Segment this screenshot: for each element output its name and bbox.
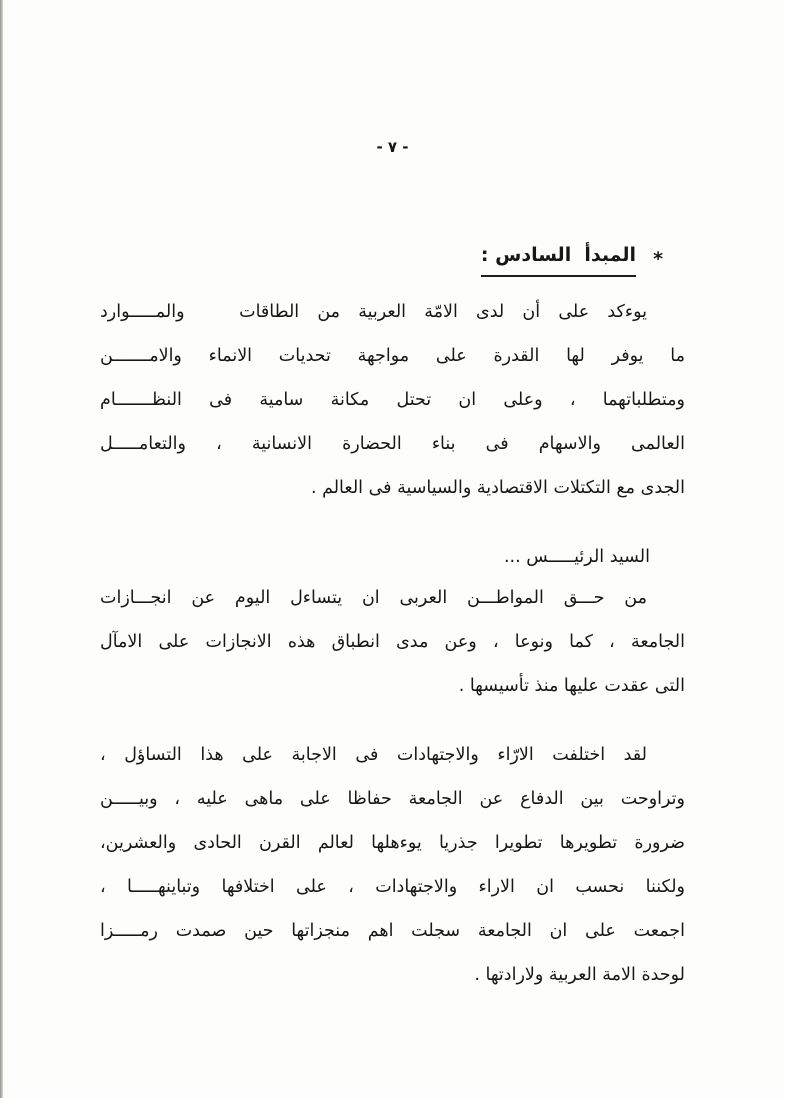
text-line: ضرورة تطويرها تطويرا جذريا يوءهلها لعالم القرن الحادى والعشرين،: [100, 833, 685, 853]
text-line: ما يوفر لها القدرة على مواجهة تحديات الانماء والامـــــــن: [100, 346, 685, 366]
text-line: من حـــق المواطـــن العربى ان يتساءل اليوم عن انجـــازات: [100, 588, 647, 608]
page-number: - ٧ -: [376, 138, 409, 156]
paragraph-answer: [100, 733, 685, 997]
text-line: الجدى مع التكتلات الاقتصادية والسياسية فى العالم .: [310, 478, 685, 498]
text-line: وتراوحت بين الدفاع عن الجامعة حفاظا على ماهى عليه ، وبيـــــن: [100, 789, 685, 809]
text-line: التى عقدت عليها منذ تأسيسها .: [458, 676, 685, 696]
section-heading-row: [481, 244, 663, 277]
text-line: ولكننا نحسب ان الاراء والاجتهادات ، على اختلافها وتباينهـــــا ،: [100, 877, 685, 897]
text-line: اجمعت على ان الجامعة سجلت اهم منجزاتها حين صمدت رمـــــزا: [100, 921, 685, 941]
paragraph-question: [100, 576, 685, 708]
text-line: لقد اختلفت الارّاء والاجتهادات فى الاجابة على هذا التساؤل ،: [100, 745, 647, 765]
asterisk-marker-icon: *: [653, 248, 663, 270]
salutation: السيد الرئيـــــس ...: [503, 547, 650, 567]
text-line: لوحدة الامة العربية ولارادتها .: [474, 965, 685, 985]
paragraph-principle-six: [100, 290, 685, 510]
text-line: يوءكد على أن لدى الامّة العربية من الطاقات والمـــــوارد: [100, 302, 647, 322]
text-line: ومتطلباتهما ، وعلى ان تحتل مكانة سامية فى النظـــــــام: [100, 390, 685, 410]
text-line: العالمى والاسهام فى بناء الحضارة الانسانية ، والتعامـــــل: [100, 434, 685, 454]
scan-edge-shadow: [0, 0, 3, 1098]
text-line: الجامعة ، كما ونوعا ، وعن مدى انطباق هذه الانجازات على الامآل: [100, 632, 685, 652]
section-heading: المبدأ السادس :: [481, 244, 636, 277]
